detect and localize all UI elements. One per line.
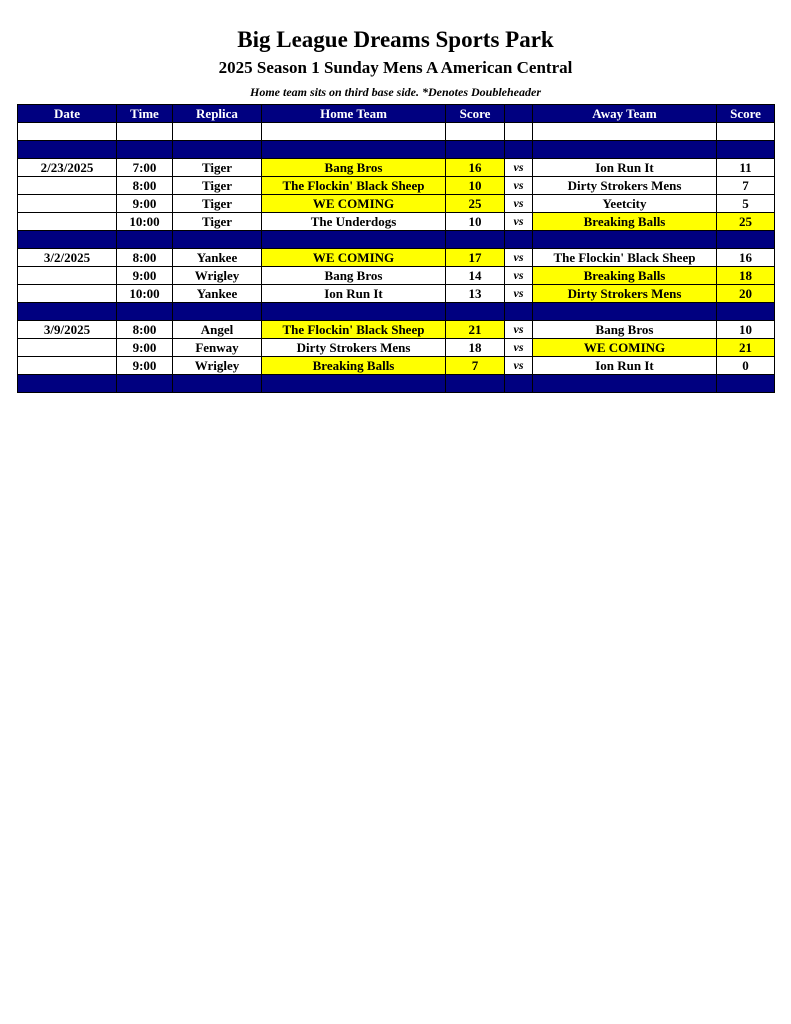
away-team: Ion Run It [533, 159, 717, 177]
game-row [18, 339, 775, 357]
game-date [18, 195, 117, 213]
col-header-away-score: Score [717, 105, 775, 123]
blank-row [18, 123, 775, 141]
away-score: 18 [717, 267, 775, 285]
vs-label: vs [505, 195, 533, 213]
col-header-date: Date [18, 105, 117, 123]
away-score: 25 [717, 213, 775, 231]
game-field: Tiger [173, 195, 262, 213]
game-time: 10:00 [117, 285, 173, 303]
game-row [18, 177, 775, 195]
game-time: 9:00 [117, 339, 173, 357]
game-field: Tiger [173, 213, 262, 231]
game-time: 8:00 [117, 249, 173, 267]
home-score: 17 [446, 249, 505, 267]
game-date [18, 357, 117, 375]
game-field: Yankee [173, 285, 262, 303]
game-row [18, 213, 775, 231]
home-score: 25 [446, 195, 505, 213]
game-field: Wrigley [173, 357, 262, 375]
col-header-home-team: Home Team [262, 105, 446, 123]
vs-label: vs [505, 267, 533, 285]
game-time: 7:00 [117, 159, 173, 177]
col-header-away-team: Away Team [533, 105, 717, 123]
vs-label: vs [505, 213, 533, 231]
game-date: 3/2/2025 [18, 249, 117, 267]
separator-row [18, 303, 775, 321]
away-team: The Flockin' Black Sheep [533, 249, 717, 267]
vs-label: vs [505, 285, 533, 303]
separator-row [18, 231, 775, 249]
away-score: 5 [717, 195, 775, 213]
home-team: WE COMING [262, 195, 446, 213]
home-team: The Flockin' Black Sheep [262, 321, 446, 339]
header-row [18, 105, 775, 123]
vs-label: vs [505, 339, 533, 357]
home-team: Ion Run It [262, 285, 446, 303]
vs-label: vs [505, 249, 533, 267]
game-time: 9:00 [117, 357, 173, 375]
away-score: 0 [717, 357, 775, 375]
away-team: Breaking Balls [533, 213, 717, 231]
game-row [18, 195, 775, 213]
game-time: 8:00 [117, 177, 173, 195]
home-team: Breaking Balls [262, 357, 446, 375]
home-score: 21 [446, 321, 505, 339]
game-time: 10:00 [117, 213, 173, 231]
home-team: The Flockin' Black Sheep [262, 177, 446, 195]
game-field: Tiger [173, 177, 262, 195]
game-row [18, 285, 775, 303]
game-row [18, 159, 775, 177]
home-team: WE COMING [262, 249, 446, 267]
page-subtitle: 2025 Season 1 Sunday Mens A American Central [218, 58, 573, 77]
game-time: 9:00 [117, 195, 173, 213]
home-score: 14 [446, 267, 505, 285]
away-score: 10 [717, 321, 775, 339]
away-team: Bang Bros [533, 321, 717, 339]
game-field: Angel [173, 321, 262, 339]
schedule-note: Home team sits on third base side. *Denotes Doubleheader [250, 85, 541, 99]
col-header-vs [505, 105, 533, 123]
away-team: WE COMING [533, 339, 717, 357]
away-score: 21 [717, 339, 775, 357]
home-score: 16 [446, 159, 505, 177]
home-score: 10 [446, 213, 505, 231]
game-date: 3/9/2025 [18, 321, 117, 339]
game-row [18, 321, 775, 339]
home-team: Dirty Strokers Mens [262, 339, 446, 357]
away-team: Breaking Balls [533, 267, 717, 285]
game-row [18, 267, 775, 285]
game-time: 8:00 [117, 321, 173, 339]
away-score: 20 [717, 285, 775, 303]
game-date [18, 339, 117, 357]
away-score: 7 [717, 177, 775, 195]
vs-label: vs [505, 177, 533, 195]
home-team: The Underdogs [262, 213, 446, 231]
home-score: 7 [446, 357, 505, 375]
game-date [18, 177, 117, 195]
away-team: Yeetcity [533, 195, 717, 213]
separator-row [18, 375, 775, 393]
vs-label: vs [505, 321, 533, 339]
col-header-time: Time [117, 105, 173, 123]
page-title: Big League Dreams Sports Park [237, 27, 554, 52]
away-score: 16 [717, 249, 775, 267]
game-date [18, 267, 117, 285]
col-header-replica: Replica [173, 105, 262, 123]
away-team: Dirty Strokers Mens [533, 177, 717, 195]
game-field: Wrigley [173, 267, 262, 285]
game-field: Yankee [173, 249, 262, 267]
game-field: Fenway [173, 339, 262, 357]
home-score: 10 [446, 177, 505, 195]
vs-label: vs [505, 159, 533, 177]
game-row [18, 357, 775, 375]
game-date [18, 285, 117, 303]
home-score: 13 [446, 285, 505, 303]
home-team: Bang Bros [262, 159, 446, 177]
col-header-home-score: Score [446, 105, 505, 123]
separator-row [18, 141, 775, 159]
away-team: Ion Run It [533, 357, 717, 375]
game-date: 2/23/2025 [18, 159, 117, 177]
home-score: 18 [446, 339, 505, 357]
away-score: 11 [717, 159, 775, 177]
game-row [18, 249, 775, 267]
schedule-table [17, 104, 775, 393]
game-time: 9:00 [117, 267, 173, 285]
home-team: Bang Bros [262, 267, 446, 285]
game-date [18, 213, 117, 231]
away-team: Dirty Strokers Mens [533, 285, 717, 303]
game-field: Tiger [173, 159, 262, 177]
vs-label: vs [505, 357, 533, 375]
